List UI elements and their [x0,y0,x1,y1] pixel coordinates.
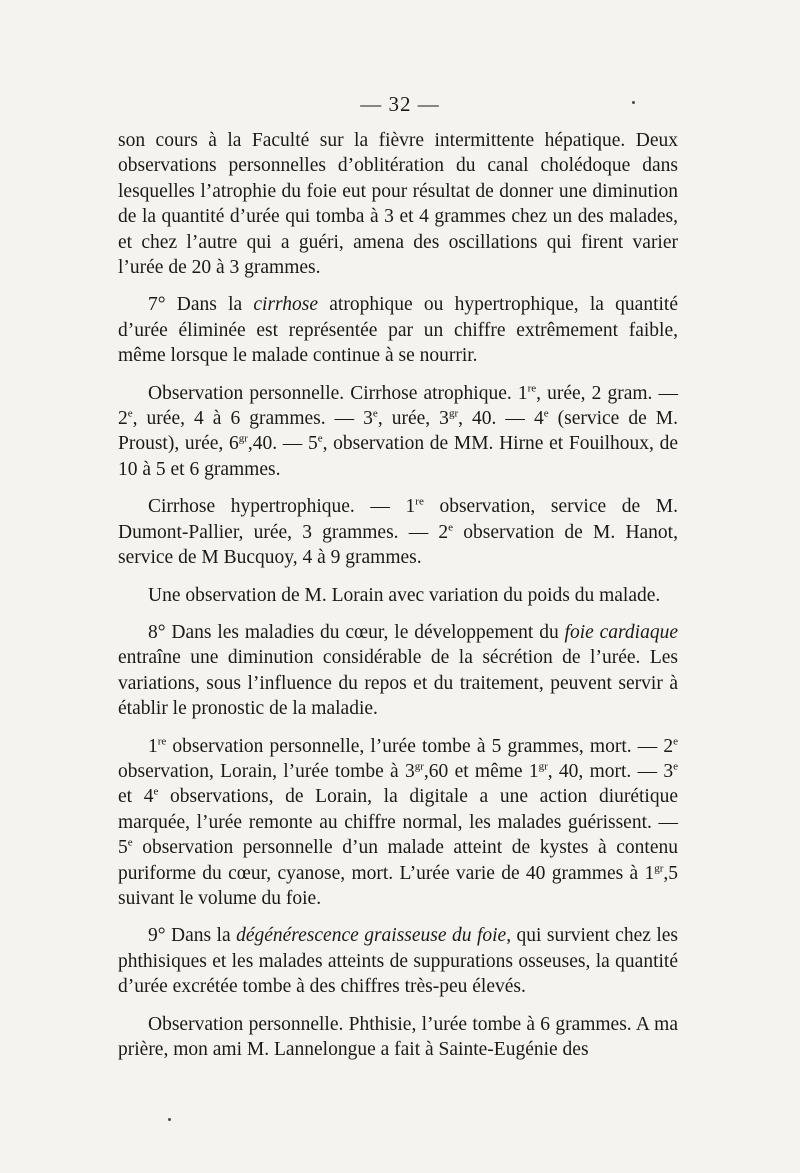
print-speck [168,1118,171,1121]
paragraph-text: observation de M. Hanot, service de M Bucquoy, 4 à 9 grammes. [118,521,678,569]
superscript: gr [538,760,548,773]
paragraph-text: observation, service de M. Dumont-Pallier, urée, 3 grammes. — 2 [118,496,678,543]
superscript: e [448,521,454,534]
paragraph-9-phthisie [118,1012,678,1063]
paragraph-text: observation personnelle, l’urée tombe à 5 grammes, mort. — 2 [166,735,674,757]
paragraph-8-degenerescence-graisseuse [118,923,678,999]
paragraph-5-observation-lorain [118,583,678,608]
paragraph-text: son cours à la Faculté sur la fièvre intermittente hépatique. Deux observations personnelles d’oblitération du canal cholédoque dans lesquelles l’atrophie du foie eut pour résultat de donner une diminution de la quantité d’urée qui tomba à 3 et 4 grammes chez un des malades, et chez l’autre qui a guéri, amena des oscillations qui firent varier l’urée de 20 à 3 grammes. [118,130,678,279]
paragraph-text: observations, de Lorain, la digitale a une action diurétique marquée, l’urée remonte au chiffre normal, les malades guérissent. — 5 [118,786,679,859]
superscript: e [372,407,378,420]
paragraph-text: 1 [148,735,158,757]
italic-term: foie cardiaque [564,621,678,643]
paragraph-text: , urée, 4 à 6 grammes. — 3 [132,408,373,430]
paragraph-6-maladies-du-coeur [118,620,678,722]
superscript: gr [448,407,459,420]
paragraph-text: observation, Lorain, l’urée tombe à 3 [118,760,415,782]
print-speck [632,101,635,104]
paragraph-text: Observation personnelle. Cirrhose atrophique. 1 [148,382,528,404]
paragraph-text: 8° Dans les maladies du cœur, le développement du [148,621,565,643]
paragraph-text: , 40. — 4 [458,408,544,430]
paragraph-text: observation personnelle d’un malade atteint de kystes à contenu puriforme du cœur, cyanose, mort. L’urée varie de 40 grammes à 1 [118,837,678,884]
superscript: gr [238,432,248,445]
superscript: e [153,785,159,798]
paragraph-text: atrophique ou hypertrophique, la quantité d’urée éliminée est représentée par un chiffre extrêmement faible, même lorsque le malade continue à se nourrir. [118,294,678,367]
paragraph-3-observation-cirrhose-atrophique [118,381,678,483]
paragraph-text: 7° Dans la [148,294,254,316]
superscript: re [415,495,424,508]
paragraph-text: Cirrhose hypertrophique. — 1 [148,496,416,518]
paragraph-text: , 40, mort. — 3 [547,760,674,782]
body-text [118,128,678,1062]
paragraph-text: ,60 et même 1 [423,760,539,782]
paragraph-text: ,5 suivant le volume du foie. [118,862,678,909]
italic-term: dégénérescence graisseuse du foie [236,925,507,947]
superscript: gr [414,760,424,773]
superscript: re [157,735,167,748]
paragraph-text: Une observation de M. Lorain avec variation du poids du malade. [148,584,661,606]
paragraph-text: , urée, 3 [377,408,449,430]
page-number: — 32 — [360,92,440,116]
superscript: e [317,432,323,445]
paragraph-text: , urée, 2 gram. — 2 [118,382,678,430]
paragraph-text: et 4 [118,786,154,808]
superscript: re [527,382,537,395]
paragraph-text: entraîne une diminution considérable de la sécrétion de l’urée. Les variations, sous l’influence du repos et du traitement, peuvent servir à établir le pronostic de la maladie. [118,647,678,720]
superscript: e [673,735,678,748]
superscript: e [127,836,133,849]
paragraph-7-observations-coeur [118,734,678,912]
paragraph-text: , observation de MM. Hirne et Fouilhoux, de 10 à 5 et 6 grammes. [118,433,678,480]
paragraph-text: , qui survient chez les phthisiques et les malades atteints de suppurations osseuses, la quantité d’urée excrétée tombe à des chiffres très-peu élevés. [118,925,678,998]
paragraph-1 [118,128,678,280]
paragraph-text: 9° Dans la [148,925,237,947]
superscript: e [543,407,549,420]
paragraph-2-cirrhose [118,292,678,368]
paragraph-text: (service de M. Proust), urée, 6 [118,408,679,455]
superscript: e [127,407,133,420]
superscript: gr [654,862,664,875]
superscript: e [673,760,678,773]
italic-term: cirrhose [253,294,319,316]
paragraph-4-cirrhose-hypertrophique [118,494,678,570]
paragraph-text: ,40. — 5 [247,433,318,455]
paragraph-text: Observation personnelle. Phthisie, l’urée tombe à 6 grammes. A ma prière, mon ami M. Lannelongue a fait à Sainte-Eugénie des [118,1013,678,1060]
